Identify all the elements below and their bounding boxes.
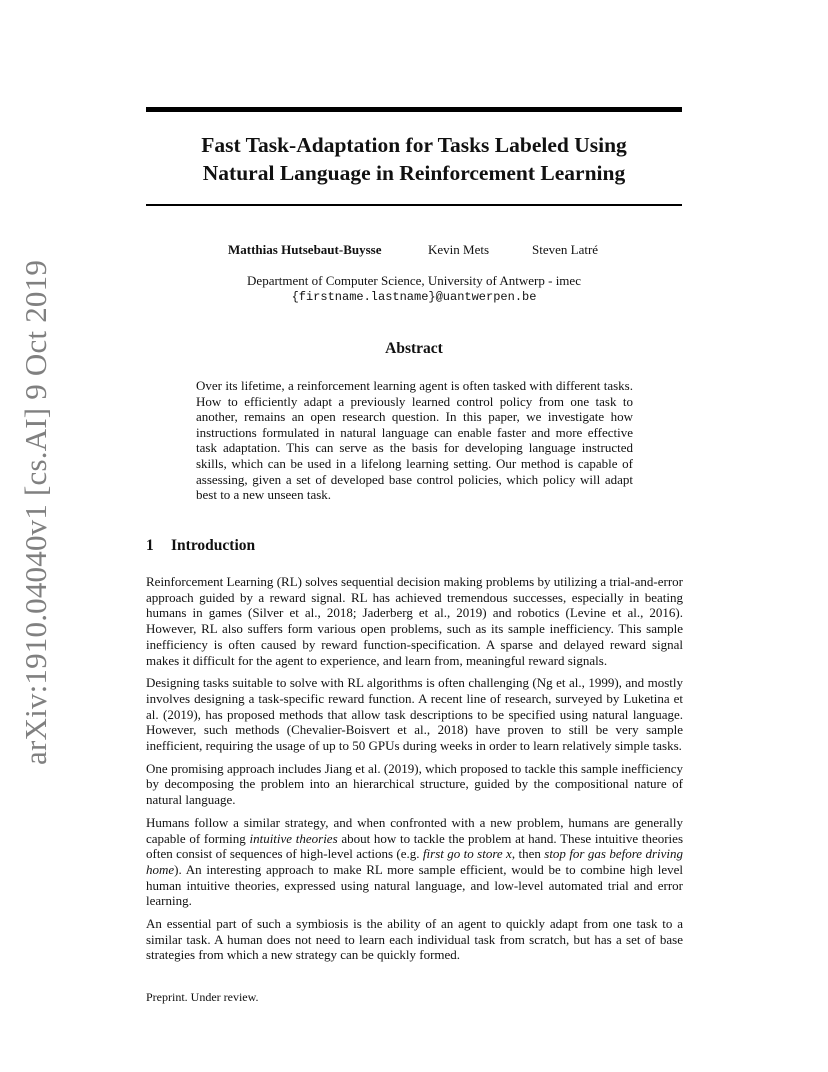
abstract-heading: Abstract <box>385 340 443 357</box>
section-heading-introduction <box>146 537 255 555</box>
paragraph-4-text-d: ). An interesting approach to make RL more sample efficient, would be to combine high level human intuitive theories, expressed using natural language, and low-level automated trial and error learning. <box>146 861 683 909</box>
footer-note: Preprint. Under review. <box>146 990 259 1004</box>
email-address: {firstname.lastname}@uantwerpen.be <box>291 290 537 304</box>
paragraph-4-text-b: about how to tackle the problem at hand. These intuitive theories often consist of sequences of high-level actions (e.g. <box>146 830 683 862</box>
abstract-text: Over its lifetime, a reinforcement learning agent is often tasked with different tasks. How to efficiently adapt a previously learned control policy from one task to another, remains an open research question. In this paper, we investigate how instructions formulated in natural language can enable faster and more effective task adaptation. This can serve as the basis for developing language instructed skills, which can be used in a lifelong learning setting. Our method is capable of assessing, given a set of developed base control policies, which policy will adapt best to a new unseen task. <box>196 378 633 503</box>
paper-title <box>146 131 682 187</box>
title-rule-bottom <box>146 204 682 206</box>
paragraph-5: An essential part of such a symbiosis is the ability of an agent to quickly adapt from one task to a similar task. A human does not need to learn each individual task from scratch, but has a set of base strategies from which a new strategy can be quickly formed. <box>146 916 683 963</box>
arxiv-identifier: arXiv:1910.04040v1 [cs.AI] 9 Oct 2019 <box>18 259 53 765</box>
section-title: Introduction <box>171 537 256 554</box>
paragraph-2: Designing tasks suitable to solve with RL algorithms is often challenging (Ng et al., 1999), and mostly involves designing a task-specific reward function. A recent line of research, surveyed by Luketina et al. (2019), has proposed methods that allow task descriptions to be specified using natural language. However, such methods (Chevalier-Boisvert et al., 2018) have proven to still be very sample inefficient, requiring the usage of up to 50 GPUs during weeks in order to learn relatively simple tasks. <box>146 675 683 754</box>
section-number: 1 <box>146 537 154 554</box>
emphasis-first-go-to-store: first go to store x <box>422 846 512 862</box>
author-2: Kevin Mets <box>428 242 490 257</box>
author-3: Steven Latré <box>532 242 599 257</box>
paragraph-4 <box>146 815 683 909</box>
emphasis-intuitive-theories: intuitive theories <box>249 830 338 846</box>
paragraph-4-text-c: , then <box>511 846 545 862</box>
title-rule-top <box>146 107 682 112</box>
emphasis-stop-for-gas: stop for gas before driving home <box>146 846 684 877</box>
introduction-body <box>146 574 683 970</box>
paragraph-1: Reinforcement Learning (RL) solves sequential decision making problems by utilizing a trial-and-error approach guided by a reward signal. RL has achieved tremendous successes, especially in beating humans in games (Silver et al., 2018; Jaderberg et al., 2019) and robotics (Levine et al., 2016). However, RL also suffers form various open problems, such as its sample inefficiency. This sample inefficiency is often caused by reward function-specification. A sparse and delayed reward signal makes it difficult for the agent to experience, and learn from, meaningful reward signals. <box>146 574 683 668</box>
title-line-2: Natural Language in Reinforcement Learning <box>202 161 626 185</box>
department: Department of Computer Science, University of Antwerp - imec <box>247 273 581 288</box>
author-1: Matthias Hutsebaut-Buysse <box>228 242 382 257</box>
title-line-1: Fast Task-Adaptation for Tasks Labeled Using <box>201 133 627 157</box>
paragraph-3: One promising approach includes Jiang et al. (2019), which proposed to tackle this sample inefficiency by decomposing the problem into an hierarchical structure, guided by the compositional nature of natural language. <box>146 760 683 808</box>
paragraph-4-text-a: Humans follow a similar strategy, and when confronted with a new problem, humans are generally capable of forming <box>146 814 683 846</box>
affiliation <box>146 273 682 305</box>
